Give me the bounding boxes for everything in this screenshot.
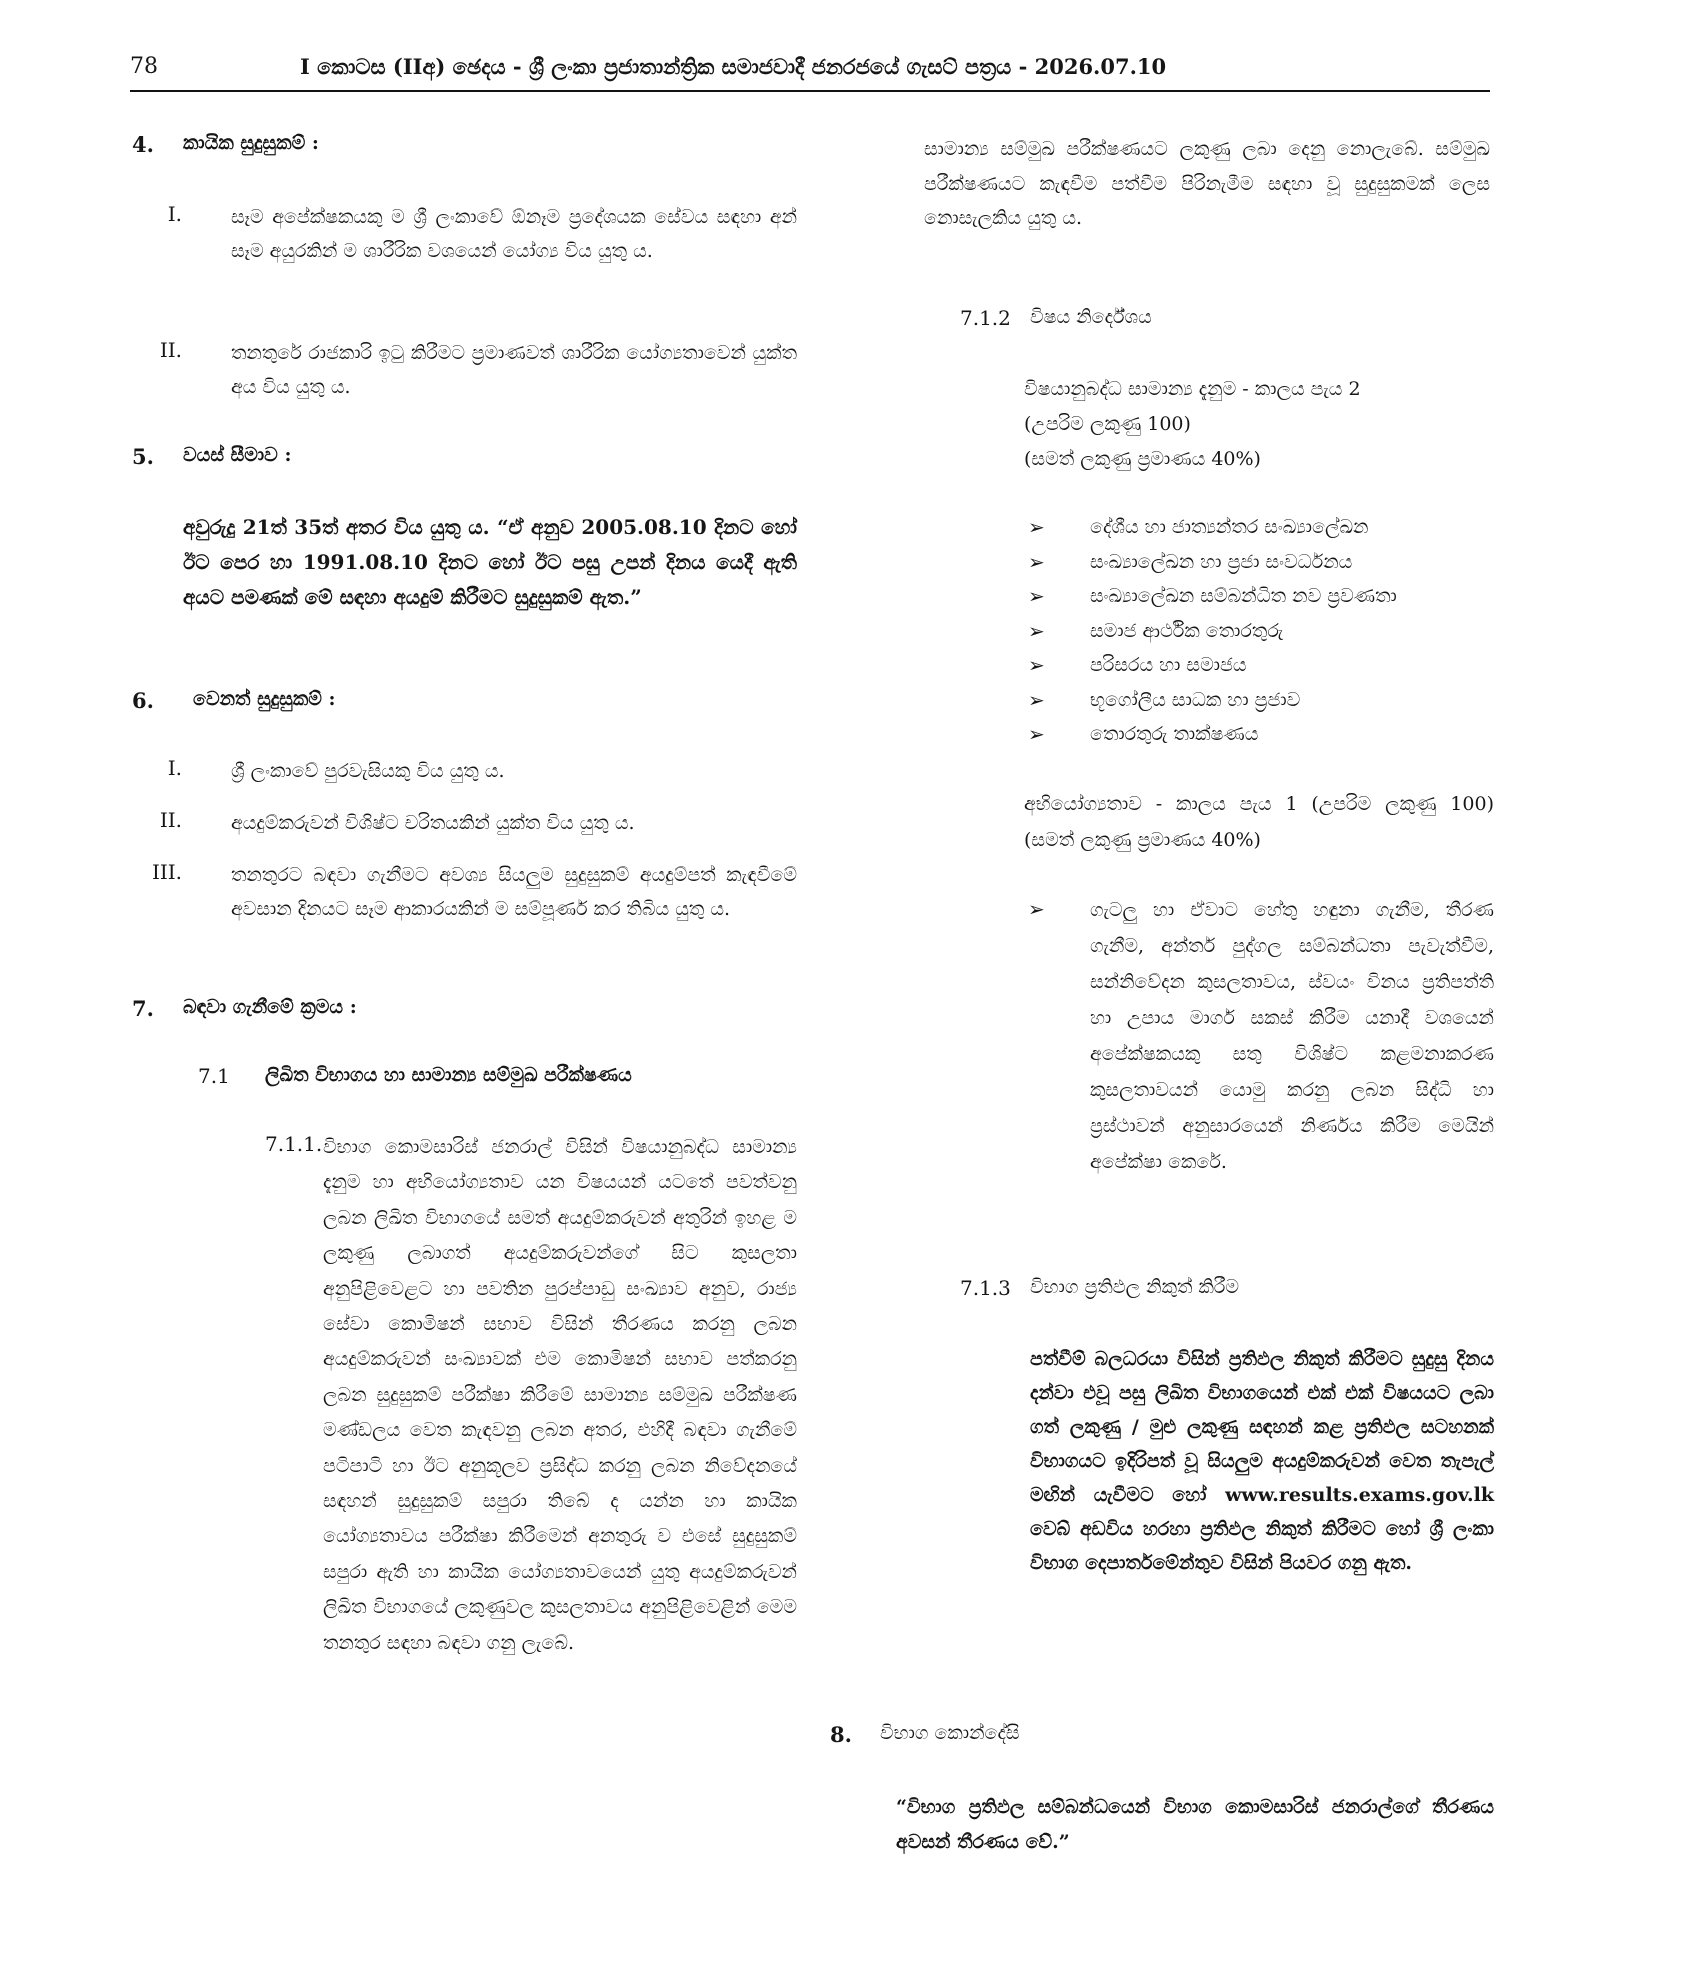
section-7-title: බඳවා ගැනීමේ ක්‍රමය : [183,996,357,1018]
page-header-title: I කොටස (IIඅ) ඡෙදය - ශ්‍රී ලංකා ප්‍රජාතාන්ත්‍රික සමාජවාදී ජනරජයේ ගැසට් පත්‍රය - 2026.07.10 [300,54,1167,79]
section-7-1-3-text: පත්වීම් බලධරයා විසින් ප්‍රතිඵල නිකුත් කිරීමට සුදුසු දිනය දන්වා එවූ පසු ලිඛිත විභාගයෙන් එක් එක් විෂයයට ලබා ගත් ලකුණු / මුළු ලකුණු සඳහන් කළ ප්‍රතිඵල සටහනක් විභාගයට ඉදිරිපත් වූ සියලුම අයදුම්කරුවන් වෙත තැපැල් මඟින් යැවීමට හෝ www.results.exams.gov.lk වෙබ් අඩවිය හරහා ප්‍රතිඵල නිකුත් කිරීමට හෝ ශ්‍රී ලංකා විභාග දෙපාර්තමේන්තුව විසින් පියවර ගනු ඇත. [1030,1348,1494,1574]
paper-1-line-3: (සමත් ලකුණු ප්‍රමාණය 40%) [1024,448,1261,470]
header-divider [130,90,1490,92]
section-6-item-2-text: අයදුම්කරුවන් විශිෂ්ට චරිතයකින් යුක්ත විය යුතු ය. [231,812,635,834]
section-7-1-1-number: 7.1.1. [265,1132,323,1156]
arrow-bullet-icon: ➢ [1028,653,1045,677]
section-4-item-2-text: තනතුරේ රාජකාරි ඉටු කිරීමට ප්‍රමාණවත් ශාරීරික යෝග්‍යතාවෙන් යුක්ත අය විය යුතු ය. [231,342,797,398]
paper-2-bullet-text: ගැටලු හා ඒවාට හේතු හඳුනා ගැනීම, තීරණ ගැනීම, අන්තර් පුද්ගල සම්බන්ධතා පැවැත්වීම, සන්නිවේදන කුසලතාවය, ස්වයං විනය ප්‍රතිපත්ති හා උපාය මාර්ග සකස් කිරීම යනාදී වශයෙන් අපේක්ෂකයකු සතු විශිෂ්ට කළමනාකරණ කුසලතාවයන් යොමු කරනු ලබන සිද්ධි හා ප්‍රස්ථාවන් අනුසාරයෙන් නිර්ණය කිරීම මෙයින් අපේක්ෂා කෙරේ. [1090,899,1494,1173]
arrow-bullet-icon: ➢ [1028,897,1045,921]
arrow-bullet-icon: ➢ [1028,618,1045,643]
arrow-bullet-icon: ➢ [1028,549,1045,574]
section-4-item-1-roman: I. [167,202,182,226]
paper-2-details: අභියෝග්‍යතාව - කාලය පැය 1 (උපරිම ලකුණු 100) (සමත් ලකුණු ප්‍රමාණය 40%) [1024,793,1494,851]
section-8-title: විභාග කොන්දේසි [880,1722,1020,1744]
section-7-1-2-title: විෂය නිර්දේශය [1030,306,1152,328]
section-5-number: 5. [132,444,154,469]
syllabus-topic-list [1028,510,1494,752]
arrow-bullet-icon: ➢ [1028,515,1045,539]
arrow-bullet-icon: ➢ [1028,722,1045,746]
section-8-number: 8. [830,1722,852,1747]
paper-1-line-1: විෂයානුබද්ධ සාමාන්‍ය දැනුම - කාලය පැය 2 [1024,378,1361,400]
section-4-title: කායික සුදුසුකම් : [183,132,319,154]
section-7-1-number: 7.1 [198,1064,230,1088]
section-5-text: අවුරුදු 21ත් 35ත් අතර විය යුතු ය. “ඒ අනුව 2005.08.10 දිනට හෝ ඊට පෙර හා 1991.08.10 දිනට හෝ ඊට පසු උපන් දිනය යෙදී ඇති අයට පමණක් මේ සඳහා අයදුම් කිරීමට සුදුසුකම් ඇත.” [183,515,797,609]
section-7-1-1-text: විභාග කොමසාරිස් ජනරාල් විසින් විෂයානුබද්ධ සාමාන්‍ය දැනුම හා අභියෝග්‍යතාව යන විෂයයන් යටතේ පවත්වනු ලබන ලිඛිත විභාගයේ සමත් අයදුම්කරුවන් අතුරින් ඉහළ ම ලකුණු ලබාගත් අයදුම්කරුවන්ගේ සිට කුසලතා අනුපිළිවෙළට හා පවතින පුරප්පාඩු සංඛ්‍යාව අනුව, රාජ්‍ය සේවා කොමිෂන් සභාව විසින් තීරණය කරනු ලබන අයදුම්කරුවන් සංඛ්‍යාවක් එම කොමිෂන් සභාව පත්කරනු ලබන සුදුසුකම් පරීක්ෂා කිරීමේ සාමාන්‍ය සම්මුඛ පරීක්ෂණ මණ්ඩලය වෙත කැඳවනු ලබන අතර, එහිදී බඳවා ගැනීමේ පටිපාටි හා ඊට අනුකූලව ප්‍රසිද්ධ කරනු ලබන නිවේදනයේ සඳහන් සුදුසුකම් සපුරා තිබේ ද යන්න හා කායික යෝග්‍යතාවය පරීක්ෂා කිරීමෙන් අනතුරු ව එසේ සුදුසුකම් සපුරා ඇති හා කායික යෝග්‍යතාවයෙන් යුතු අයදුම්කරුවන් ලිඛිත විභාගයේ ලකුණුවල කුසලතාවය අනුපිළිවෙළින් මෙම තනතුර සඳහා බඳවා ගනු ලැබේ. [323,1136,797,1654]
section-7-1-title: ලිඛිත විභාගය හා සාමාන්‍ය සම්මුඛ පරීක්ෂණය [265,1064,632,1086]
section-6-number: 6. [132,688,154,713]
section-5-title: වයස් සීමාව : [183,444,292,466]
list-item: ➢ සංඛ්‍යාලේඛන සම්බන්ධිත නව ප්‍රවණතා [1028,579,1494,614]
section-6-title: වෙනත් සුදුසුකම් : [193,688,336,710]
section-8-text: “විභාග ප්‍රතිඵල සම්බන්ධයෙන් විභාග කොමසාරිස් ජනරාල්ගේ තීරණය අවසන් තීරණය වේ.” [896,1796,1494,1853]
list-item: ➢ සංඛ්‍යාලේඛන හා ප්‍රජා සංවර්ධනය [1028,545,1494,580]
section-7-1-3-title: විභාග ප්‍රතිඵල නිකුත් කිරීම [1030,1276,1240,1298]
list-item: ➢ භූගෝලීය සාධක හා ප්‍රජාව [1028,683,1494,718]
section-4-item-1-text: සෑම අපේක්ෂකයකු ම ශ්‍රී ලංකාවේ ඕනෑම ප්‍රදේශයක සේවය සඳහා අන් සෑම අයුරකින් ම ශාරීරික වශයෙන් යෝග්‍ය විය යුතු ය. [231,206,797,262]
paper-1-line-2: (උපරිම ලකුණු 100) [1024,413,1191,435]
arrow-bullet-icon: ➢ [1028,584,1045,608]
section-6-item-2-roman: II. [159,808,182,832]
section-6-item-3-roman: III. [151,860,182,884]
paper-1-details [1024,372,1494,477]
section-7-1-2-number: 7.1.2 [960,306,1011,330]
section-4-item-2-roman: II. [159,338,182,362]
continued-interview-text: සාමාන්‍ය සම්මුඛ පරීක්ෂණයට ලකුණු ලබා දෙනු නොලැබේ. සම්මුඛ පරීක්ෂණයට කැඳවීම පත්වීම පිරිනැමීම සඳහා වූ සුදුසුකමක් ලෙස නොසැලකිය යුතු ය. [924,138,1490,229]
page-number: 78 [130,54,158,79]
arrow-bullet-icon: ➢ [1028,687,1045,712]
list-item: ➢ තොරතුරු තාක්ෂණය [1028,717,1494,752]
section-7-number: 7. [132,996,154,1021]
list-item: ➢ පරිසරය හා සමාජය [1028,648,1494,683]
section-6-item-1-text: ශ්‍රී ලංකාවේ පුරවැසියකු විය යුතු ය. [231,760,505,782]
list-item: ➢ දේශීය හා ජාත්‍යන්තර සංඛ්‍යාලේඛන [1028,510,1494,545]
section-4-number: 4. [132,132,154,157]
section-6-item-1-roman: I. [167,756,182,780]
section-7-1-3-number: 7.1.3 [960,1276,1011,1300]
section-6-item-3-text: තනතුරට බඳවා ගැනීමට අවශ්‍ය සියලුම සුදුසුකම් අයදුම්පත් කැඳවීමේ අවසාන දිනයට සෑම ආකාරයකින් ම සම්පූර්ණ කර තිබිය යුතු ය. [231,864,797,920]
list-item: ➢ සමාජ ආර්ථික තොරතුරු [1028,614,1494,649]
